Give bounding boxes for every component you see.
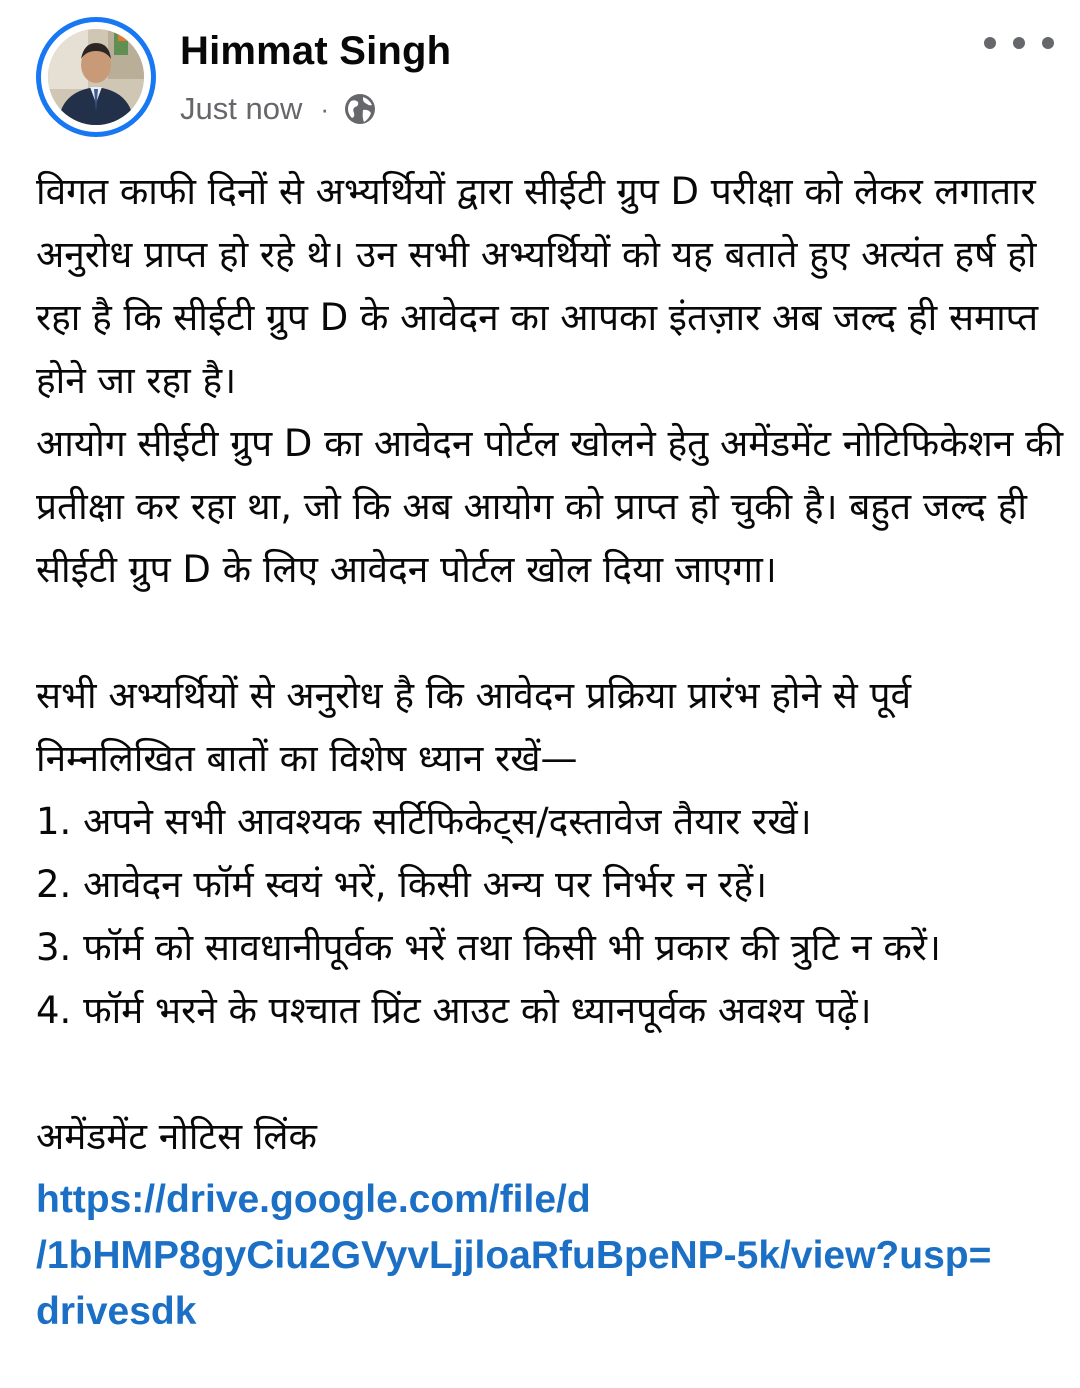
avatar[interactable] bbox=[36, 17, 156, 137]
post-paragraph-2: आयोग सीईटी ग्रुप D का आवेदन पोर्टल खोलने हेतु अमेंडमेंट नोटिफिकेशन की प्रतीक्षा कर रहा था, जो कि अब आयोग को प्राप्त हो चुकी है। बहुत जल्द ही सीईटी ग्रुप D के लिए आवेदन पोर्टल खोल दिया जाएगा। bbox=[36, 422, 1064, 591]
list-item: 4. फॉर्म भरने के पश्चात प्रिंट आउट को ध्यानपूर्वक अवश्य पढ़ें। bbox=[36, 989, 872, 1032]
more-dot-icon bbox=[1013, 37, 1025, 49]
more-dot-icon bbox=[1042, 37, 1054, 49]
post-timestamp[interactable]: Just now bbox=[180, 91, 303, 126]
post-header bbox=[0, 0, 1080, 150]
post-body bbox=[36, 160, 1066, 1340]
list-item: 3. फॉर्म को सावधानीपूर्वक भरें तथा किसी भी प्रकार की त्रुटि न करें। bbox=[36, 926, 941, 969]
post-meta bbox=[180, 88, 377, 130]
more-options-button[interactable] bbox=[984, 28, 1054, 58]
link-label: अमेंडमेंट नोटिस लिंक bbox=[36, 1115, 317, 1158]
globe-icon[interactable] bbox=[343, 92, 377, 126]
request-intro: सभी अभ्यर्थियों से अनुरोध है कि आवेदन प्रक्रिया प्रारंभ होने से पूर्व निम्नलिखित बातों का विशेष ध्यान रखें— bbox=[36, 674, 912, 780]
post-paragraph-1: विगत काफी दिनों से अभ्यर्थियों द्वारा सीईटी ग्रुप D परीक्षा को लेकर लगातार अनुरोध प्राप्त हो रहे थे। उन सभी अभ्यर्थियों को यह बताते हुए अत्यंत हर्ष हो रहा है कि सीईटी ग्रुप D के आवेदन का आपका इंतज़ार अब जल्द ही समाप्त होने जा रहा है। bbox=[36, 170, 1039, 402]
notice-link[interactable] bbox=[36, 1172, 1066, 1340]
notice-link-line[interactable]: /1bHMP8gyCiu2GVyvLjjloaRfuBpeNP-5k/view?usp= bbox=[36, 1234, 992, 1277]
profile-photo bbox=[48, 29, 144, 125]
meta-separator: · bbox=[320, 93, 330, 124]
more-dot-icon bbox=[984, 37, 996, 49]
notice-link-line[interactable]: drivesdk bbox=[36, 1290, 197, 1333]
paragraph-gap bbox=[36, 601, 1066, 664]
list-item: 1. अपने सभी आवश्यक सर्टिफिकेट्स/दस्तावेज तैयार रखें। bbox=[36, 800, 812, 843]
paragraph-gap bbox=[36, 1042, 1066, 1105]
list-item: 2. आवेदन फॉर्म स्वयं भरें, किसी अन्य पर निर्भर न रहें। bbox=[36, 863, 768, 906]
author-name[interactable]: Himmat Singh bbox=[180, 29, 452, 73]
notice-link-line[interactable]: https://drive.google.com/file/d bbox=[36, 1178, 591, 1221]
